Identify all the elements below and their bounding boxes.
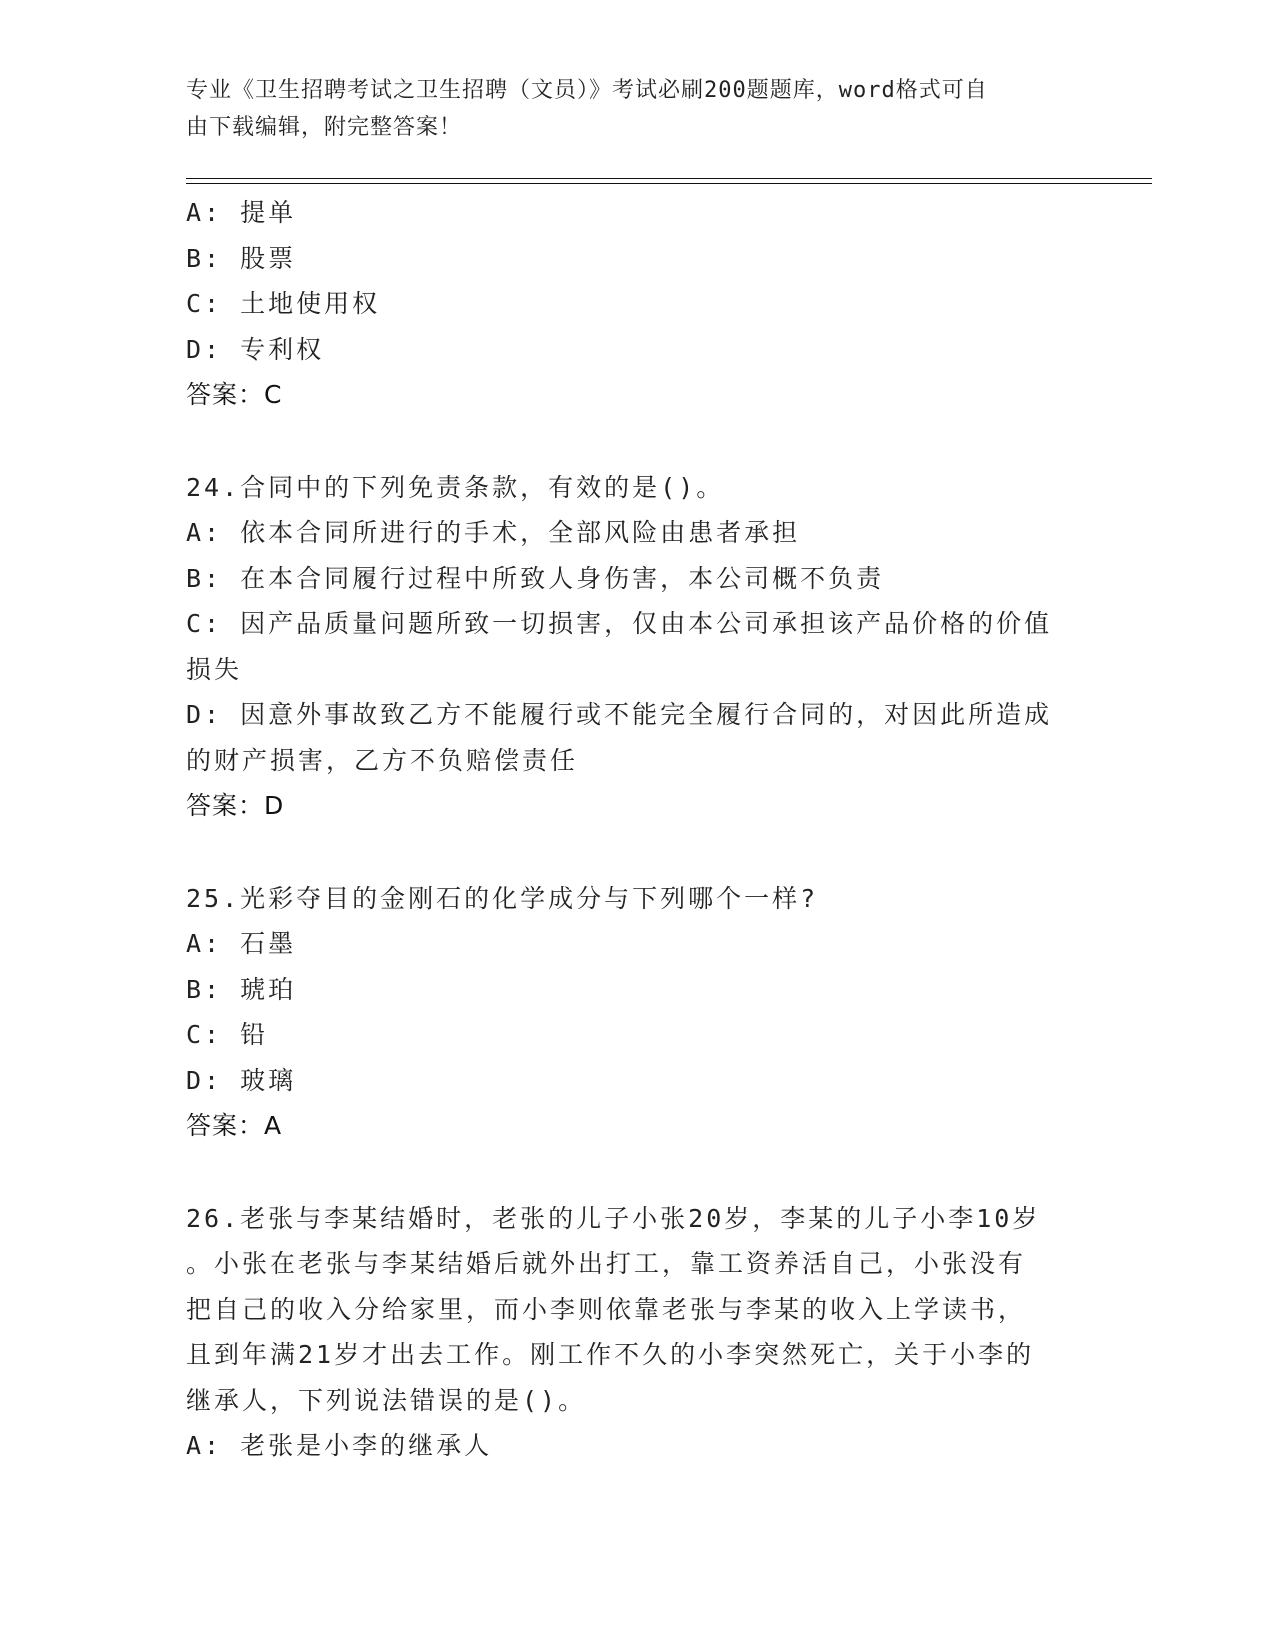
question-24-block	[186, 465, 1066, 829]
question-text-line: 且到年满21岁才出去工作。刚工作不久的小李突然死亡，关于小李的	[186, 1340, 1035, 1369]
option-b: B: 琥珀	[186, 974, 297, 1004]
question-23-block	[186, 190, 1066, 418]
question-text-line: 。小张在老张与李某结婚后就外出打工，靠工资养活自己，小张没有	[186, 1249, 1027, 1278]
option-c: C: 因产品质量问题所致一切损害，仅由本公司承担该产品价格的价值	[186, 609, 1053, 638]
option-b: B: 股票	[186, 243, 297, 273]
header-line-1: 专业《卫生招聘考试之卫生招聘（文员）》考试必刷200题题库，word格式可自	[186, 78, 988, 103]
spacer	[186, 1149, 1066, 1196]
question-25-block	[186, 876, 1066, 1149]
question-text: 24.合同中的下列免责条款，有效的是()。	[186, 472, 725, 502]
question-26-block	[186, 1196, 1066, 1469]
option-a: A: 提单	[186, 198, 297, 227]
spacer	[186, 829, 1066, 876]
header-divider-top	[186, 178, 1152, 179]
option-c-continued: 损失	[186, 654, 243, 684]
spacer	[186, 418, 1066, 465]
option-a: A: 依本合同所进行的手术，全部风险由患者承担	[186, 518, 801, 547]
answer-text: 答案：A	[186, 1111, 283, 1140]
answer-text: 答案：C	[186, 380, 283, 409]
option-c: C: 土地使用权	[186, 289, 381, 318]
question-text-line: 26.老张与李某结婚时，老张的儿子小张20岁，李某的儿子小李10岁	[186, 1203, 1041, 1233]
header-line-2: 由下载编辑，附完整答案！	[186, 115, 463, 140]
header-divider-bottom	[186, 183, 1152, 184]
question-text: 25.光彩夺目的金刚石的化学成分与下列哪个一样?	[186, 883, 819, 913]
option-b: B: 在本合同履行过程中所致人身伤害，本公司概不负责	[186, 563, 885, 593]
option-a: A: 老张是小李的继承人	[186, 1431, 493, 1460]
document-header	[186, 72, 1066, 146]
question-content	[186, 190, 1066, 1469]
question-text-line: 把自己的收入分给家里，而小李则依靠老张与李某的收入上学读书，	[186, 1294, 1027, 1324]
option-d-continued: 的财产损害，乙方不负赔偿责任	[186, 745, 579, 775]
option-c: C: 铅	[186, 1020, 269, 1049]
option-d: D: 玻璃	[186, 1065, 297, 1095]
question-text-line: 继承人，下列说法错误的是()。	[186, 1385, 587, 1415]
option-d: D: 专利权	[186, 334, 325, 364]
option-a: A: 石墨	[186, 929, 297, 958]
option-d: D: 因意外事故致乙方不能履行或不能完全履行合同的，对因此所造成	[186, 700, 1053, 729]
answer-text: 答案：D	[186, 791, 285, 820]
